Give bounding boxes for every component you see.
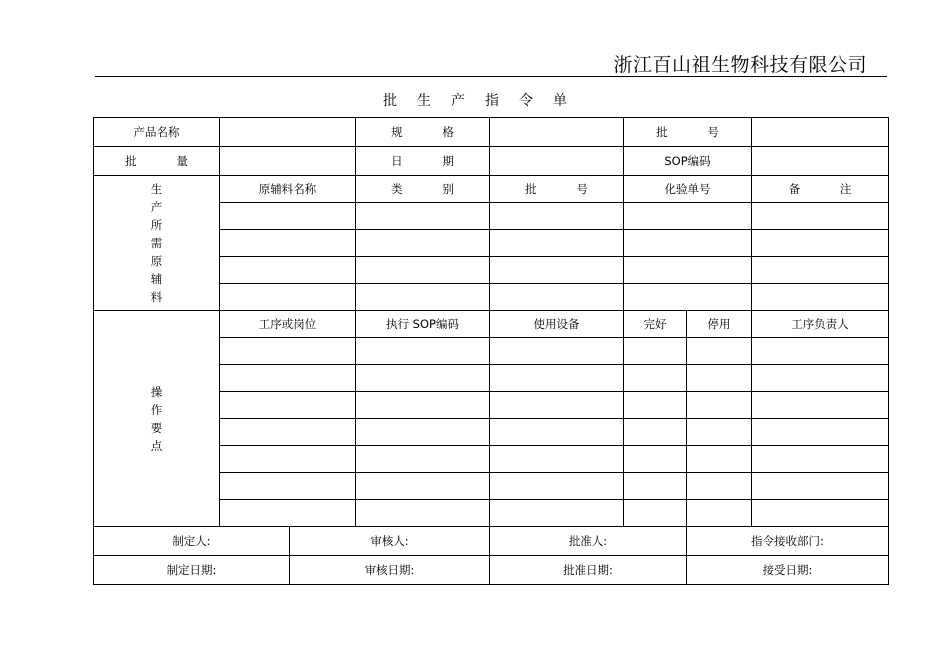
- stopped-cell[interactable]: [687, 338, 752, 365]
- material-batch-cell[interactable]: [490, 257, 624, 284]
- materials-col-category: 类 别: [356, 176, 490, 203]
- header-row-2: [94, 147, 889, 176]
- material-report-cell[interactable]: [624, 230, 752, 257]
- material-remark-cell[interactable]: [752, 257, 889, 284]
- company-name: 浙江百山祖生物科技有限公司: [613, 54, 867, 76]
- material-name-cell[interactable]: [220, 257, 356, 284]
- reviewer-field[interactable]: 审核人:: [290, 527, 490, 556]
- good-cell[interactable]: [624, 473, 687, 500]
- draft-date-field[interactable]: 制定日期:: [94, 556, 290, 585]
- responsible-cell[interactable]: [752, 446, 889, 473]
- product-name-value[interactable]: [220, 118, 356, 147]
- good-cell[interactable]: [624, 365, 687, 392]
- good-cell[interactable]: [624, 419, 687, 446]
- material-remark-cell[interactable]: [752, 203, 889, 230]
- equipment-cell[interactable]: [490, 338, 624, 365]
- receipt-date-field[interactable]: 接受日期:: [687, 556, 889, 585]
- good-cell[interactable]: [624, 338, 687, 365]
- material-remark-cell[interactable]: [752, 230, 889, 257]
- materials-col-batch: 批 号: [490, 176, 624, 203]
- process-cell[interactable]: [220, 446, 356, 473]
- header-row-1: [94, 118, 889, 147]
- process-cell[interactable]: [220, 392, 356, 419]
- operations-col-sop: 执行 SOP编码: [356, 311, 490, 338]
- equipment-cell[interactable]: [490, 473, 624, 500]
- equipment-cell[interactable]: [490, 446, 624, 473]
- responsible-cell[interactable]: [752, 500, 889, 527]
- material-name-cell[interactable]: [220, 230, 356, 257]
- equipment-cell[interactable]: [490, 365, 624, 392]
- material-name-cell[interactable]: [220, 284, 356, 311]
- sop-cell[interactable]: [356, 419, 490, 446]
- material-category-cell[interactable]: [356, 284, 490, 311]
- document-title: 批生产指令单: [383, 93, 587, 109]
- operations-col-responsible: 工序负责人: [752, 311, 889, 338]
- batch-qty-value[interactable]: [220, 147, 356, 176]
- material-batch-cell[interactable]: [490, 284, 624, 311]
- equipment-cell[interactable]: [490, 500, 624, 527]
- batch-no-value[interactable]: [752, 118, 889, 147]
- material-category-cell[interactable]: [356, 257, 490, 284]
- sop-cell[interactable]: [356, 392, 490, 419]
- sop-cell[interactable]: [356, 338, 490, 365]
- drafter-field[interactable]: 制定人:: [94, 527, 290, 556]
- material-batch-cell[interactable]: [490, 203, 624, 230]
- sop-cell[interactable]: [356, 473, 490, 500]
- date-value[interactable]: [490, 147, 624, 176]
- responsible-cell[interactable]: [752, 392, 889, 419]
- responsible-cell[interactable]: [752, 338, 889, 365]
- header-rule: [95, 76, 887, 77]
- material-batch-cell[interactable]: [490, 230, 624, 257]
- stopped-cell[interactable]: [687, 365, 752, 392]
- sop-cell[interactable]: [356, 500, 490, 527]
- operations-col-equipment: 使用设备: [490, 311, 624, 338]
- batch-qty-label: 批 量: [94, 147, 220, 176]
- process-cell[interactable]: [220, 365, 356, 392]
- signature-row-1: [94, 527, 889, 556]
- responsible-cell[interactable]: [752, 473, 889, 500]
- sop-code-value[interactable]: [752, 147, 889, 176]
- material-category-cell[interactable]: [356, 203, 490, 230]
- review-date-field[interactable]: 审核日期:: [290, 556, 490, 585]
- good-cell[interactable]: [624, 392, 687, 419]
- process-cell[interactable]: [220, 500, 356, 527]
- spec-label: 规 格: [356, 118, 490, 147]
- equipment-cell[interactable]: [490, 392, 624, 419]
- good-cell[interactable]: [624, 500, 687, 527]
- receiving-dept-field[interactable]: 指令接收部门:: [687, 527, 889, 556]
- process-cell[interactable]: [220, 419, 356, 446]
- stopped-cell[interactable]: [687, 473, 752, 500]
- sop-code-label: SOP编码: [624, 147, 752, 176]
- approval-date-field[interactable]: 批准日期:: [490, 556, 687, 585]
- batch-no-label: 批 号: [624, 118, 752, 147]
- approver-field[interactable]: 批准人:: [490, 527, 687, 556]
- spec-value[interactable]: [490, 118, 624, 147]
- sop-cell[interactable]: [356, 365, 490, 392]
- material-report-cell[interactable]: [624, 203, 752, 230]
- sop-cell[interactable]: [356, 446, 490, 473]
- responsible-cell[interactable]: [752, 419, 889, 446]
- responsible-cell[interactable]: [752, 365, 889, 392]
- date-label: 日 期: [356, 147, 490, 176]
- batch-production-order-table: [93, 117, 889, 585]
- material-report-cell[interactable]: [624, 257, 752, 284]
- material-remark-cell[interactable]: [752, 284, 889, 311]
- material-category-cell[interactable]: [356, 230, 490, 257]
- material-report-cell[interactable]: [624, 284, 752, 311]
- operations-col-process: 工序或岗位: [220, 311, 356, 338]
- process-cell[interactable]: [220, 338, 356, 365]
- process-cell[interactable]: [220, 473, 356, 500]
- operations-header-row: [94, 311, 889, 338]
- operations-col-stopped: 停用: [687, 311, 752, 338]
- signature-row-2: [94, 556, 889, 585]
- operations-col-good: 完好: [624, 311, 687, 338]
- materials-col-name: 原辅料名称: [220, 176, 356, 203]
- product-name-label: 产品名称: [94, 118, 220, 147]
- materials-col-remark: 备 注: [752, 176, 889, 203]
- materials-col-test-report: 化验单号: [624, 176, 752, 203]
- stopped-cell[interactable]: [687, 500, 752, 527]
- material-name-cell[interactable]: [220, 203, 356, 230]
- materials-section-label: 生产所需原辅料: [94, 176, 220, 311]
- stopped-cell[interactable]: [687, 419, 752, 446]
- good-cell[interactable]: [624, 446, 687, 473]
- operations-section-label: 操作要点: [94, 311, 220, 527]
- equipment-cell[interactable]: [490, 419, 624, 446]
- stopped-cell[interactable]: [687, 392, 752, 419]
- stopped-cell[interactable]: [687, 446, 752, 473]
- materials-header-row: [94, 176, 889, 203]
